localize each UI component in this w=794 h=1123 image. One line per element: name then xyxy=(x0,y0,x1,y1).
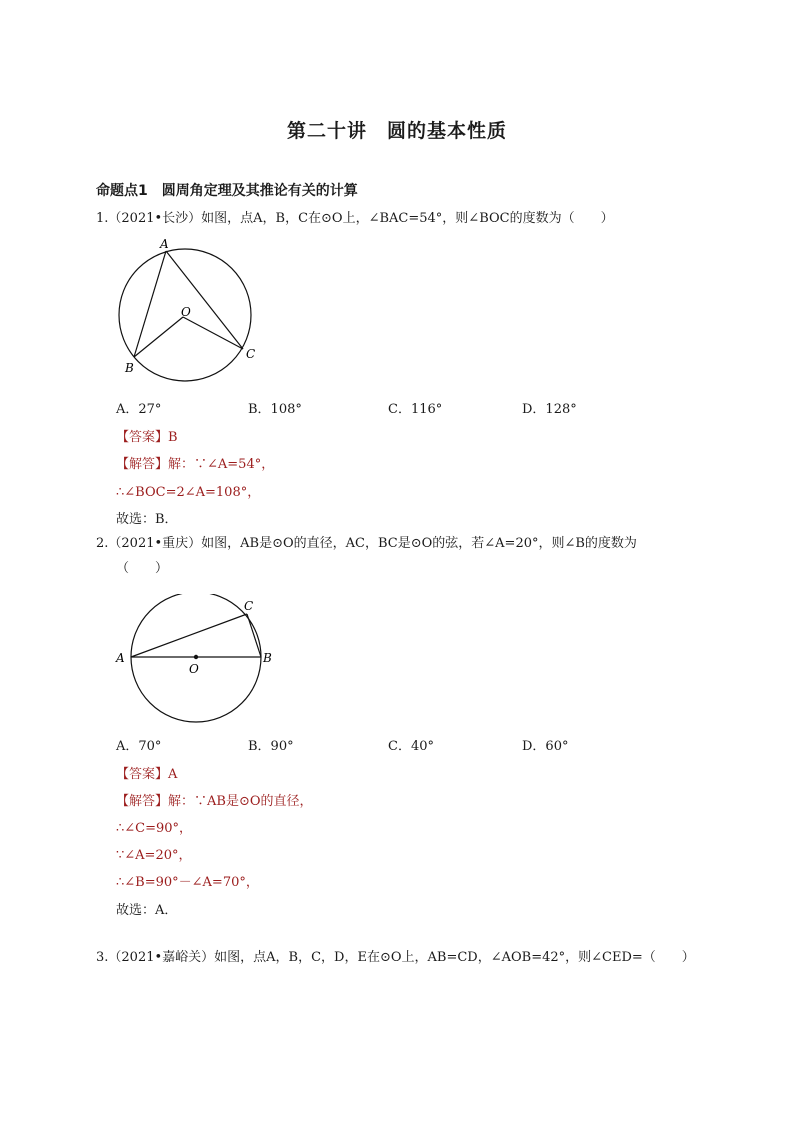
question-2-option-a[interactable]: A．70° xyxy=(116,739,162,754)
question-3-stem: 3.（2021•嘉峪关）如图，点A，B，C，D，E在⊙O上，AB=CD，∠AOB=42°，则∠CED=（ ） xyxy=(96,950,695,965)
question-2-solution-line-5: 故选：A． xyxy=(116,903,178,918)
label-b: B xyxy=(263,651,272,665)
answer-value: B xyxy=(168,430,178,445)
question-1-solution-line-2: ∴∠BOC=2∠A=108°， xyxy=(116,485,261,500)
question-1-solution-line-1: 【解答】解：∵∠A=54°， xyxy=(116,457,275,472)
question-2-solution-line-4: ∴∠B=90°－∠A=70°， xyxy=(116,875,259,890)
answer-label: 【答案】 xyxy=(116,430,169,445)
answer-value: A xyxy=(168,767,178,782)
label-a: A xyxy=(160,237,169,251)
question-2-option-b[interactable]: B．90° xyxy=(248,739,294,754)
page-title: 第二十讲 圆的基本性质 xyxy=(286,120,507,142)
label-o: O xyxy=(181,305,191,319)
question-1-option-c[interactable]: C．116° xyxy=(388,402,443,417)
question-2-solution-line-3: ∵∠A=20°， xyxy=(116,848,192,863)
question-2-solution-line-2: ∴∠C=90°， xyxy=(116,821,193,836)
question-2-answer xyxy=(116,763,177,782)
label-o: O xyxy=(189,662,199,676)
question-2-diagram xyxy=(112,594,282,744)
section-heading: 命题点1 圆周角定理及其推论有关的计算 xyxy=(96,183,358,199)
question-2-stem-line-2: （ ） xyxy=(116,561,169,576)
question-2-option-d[interactable]: D．60° xyxy=(522,739,569,754)
label-c: C xyxy=(246,347,256,361)
question-1-diagram xyxy=(105,232,285,382)
question-1-solution-line-3: 故选：B． xyxy=(116,512,178,527)
question-2-solution-line-1: 【解答】解：∵AB是⊙O的直径， xyxy=(116,794,313,809)
question-1-stem: 1.（2021•长沙）如图，点A，B，C在⊙O上，∠BAC=54°，则∠BOC的度数为（ ） xyxy=(96,211,614,226)
question-2-option-c[interactable]: C．40° xyxy=(388,739,434,754)
question-1-option-a[interactable]: A．27° xyxy=(116,402,162,417)
question-2-stem-line-1: 2.（2021•重庆）如图，AB是⊙O的直径，AC，BC是⊙O的弦，若∠A=20°，则∠B的度数为 xyxy=(96,536,637,551)
label-b: B xyxy=(125,361,134,375)
question-1-option-b[interactable]: B．108° xyxy=(248,402,302,417)
question-1-answer xyxy=(116,426,178,445)
answer-label: 【答案】 xyxy=(116,767,169,782)
label-a: A xyxy=(116,651,125,665)
label-c: C xyxy=(244,599,254,613)
question-1-option-d[interactable]: D．128° xyxy=(522,402,577,417)
